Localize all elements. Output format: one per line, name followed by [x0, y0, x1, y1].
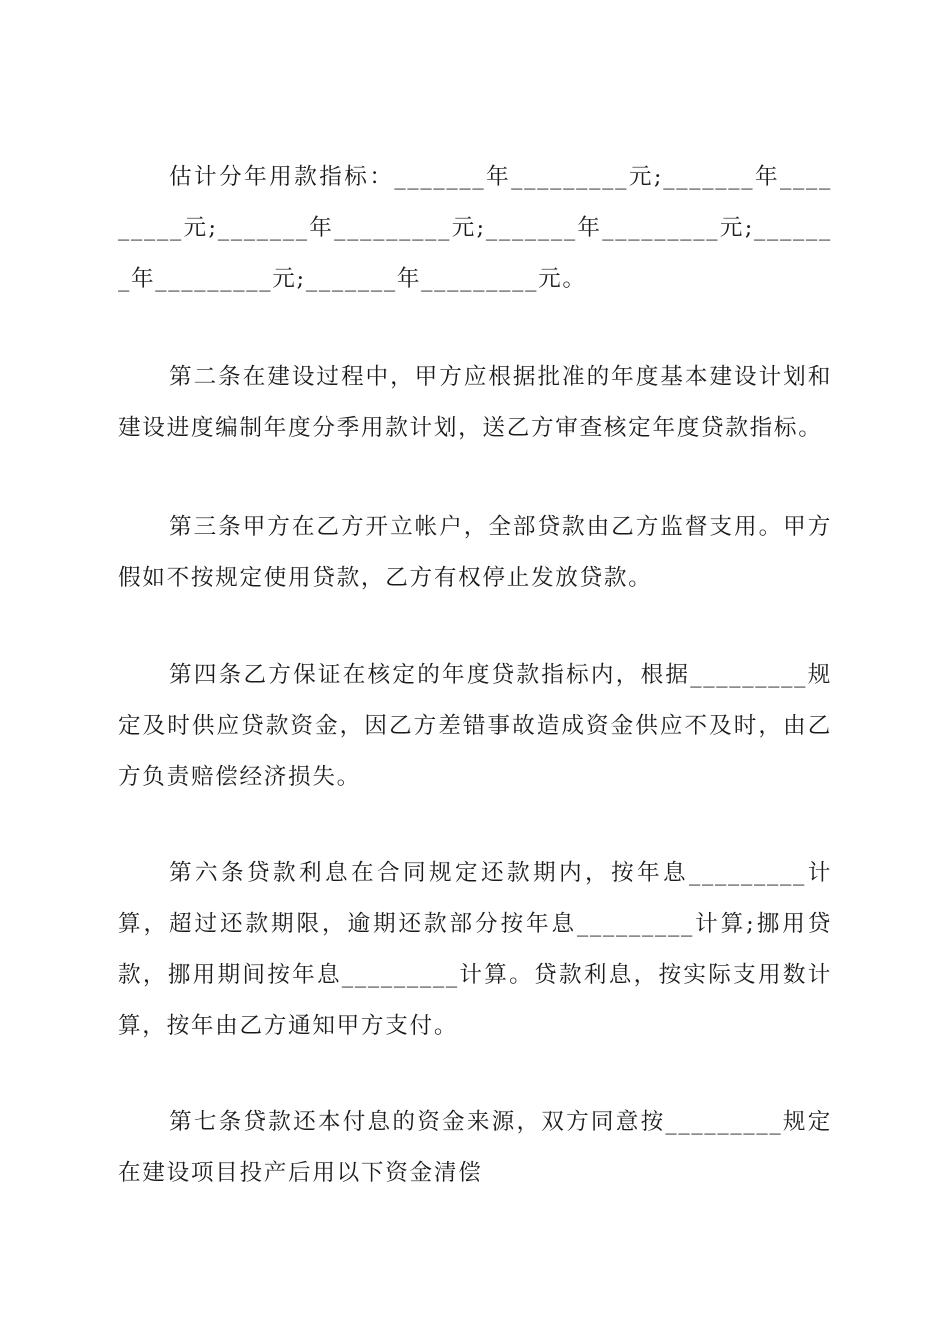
paragraph-article-3: 第三条甲方在乙方开立帐户，全部贷款由乙方监督支用。甲方假如不按规定使用贷款，乙方有权停止发放贷款。: [118, 514, 832, 591]
paragraph-article-4: 第四条乙方保证在核定的年度贷款指标内，根据_________规定及时供应贷款资金，因乙方差错事故造成资金供应不及时，由乙方负责赔偿经济损失。: [118, 662, 832, 790]
paragraph-annual-loan-targets: 估计分年用款指标：_______年_________元;_______年_________元;_______年_________元;_______年_________元;_______年_________元;_______年_________元。: [118, 164, 832, 292]
paragraph-article-6: 第六条贷款利息在合同规定还款期内，按年息_________计算，超过还款期限，逾期还款部分按年息_________计算;挪用贷款，挪用期间按年息_________计算。贷款利息，按实际支用数计算，按年由乙方通知甲方支付。: [118, 860, 832, 1039]
paragraph-article-2: 第二条在建设过程中，甲方应根据批准的年度基本建设计划和建设进度编制年度分季用款计划，送乙方审查核定年度贷款指标。: [118, 364, 832, 441]
paragraph-article-7: 第七条贷款还本付息的资金来源，双方同意按_________规定在建设项目投产后用以下资金清偿: [118, 1109, 832, 1186]
